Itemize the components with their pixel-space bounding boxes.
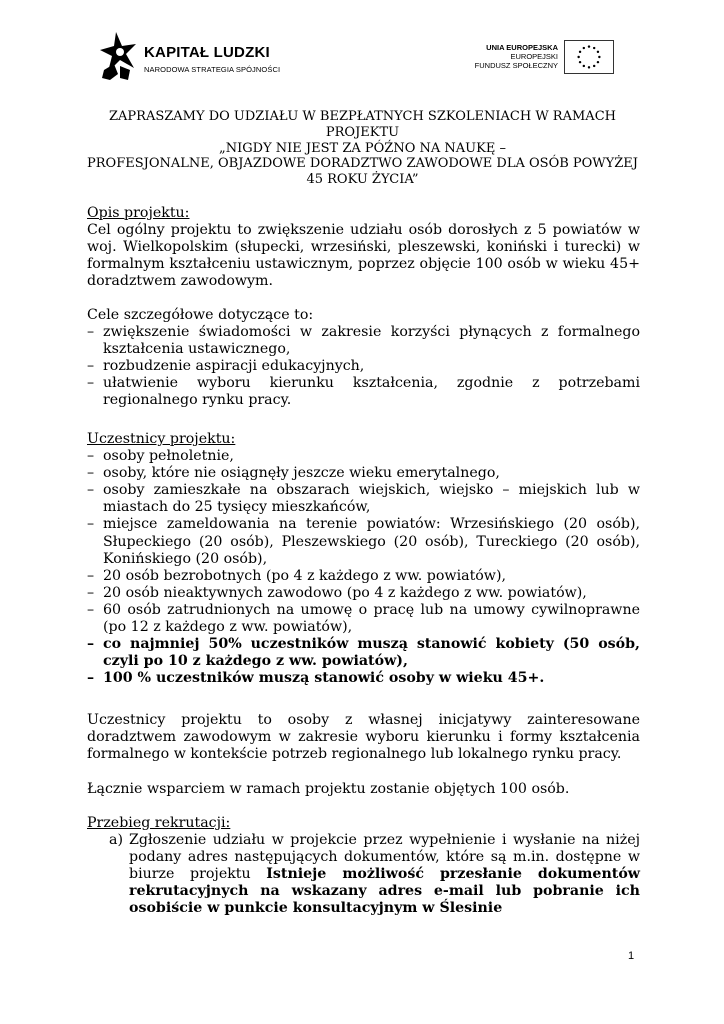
list-item: – 100 % uczestników muszą stanowić osoby w wieku 45+. [87, 670, 640, 687]
title-line-1: ZAPRASZAMY DO UDZIAŁU W BEZPŁATNYCH SZKOLENIACH W RAMACH PROJEKTU [109, 109, 616, 140]
kapital-ludzki-logo [98, 30, 288, 86]
page-number: 1 [628, 950, 635, 962]
list-marker: a) [109, 832, 123, 849]
title-line-3: PROFESJONALNE, OBJAZDOWE DORADZTWO ZAWODOWE DLA OSÓB POWYŻEJ 45 ROKU ŻYCIA” [87, 156, 638, 188]
kapital-ludzki-subtitle: NARODOWA STRATEGIA SPÓJNOŚCI [144, 65, 281, 74]
opis-section [87, 205, 640, 290]
eu-logo-line3: FUNDUSZ SPOŁECZNY [474, 61, 558, 71]
rekrutacja-heading: Przebieg rekrutacji: [87, 815, 231, 831]
list-item: – co najmniej 50% uczestników muszą stanowić kobiety (50 osób, czyli po 10 z każdego z ww. powiatów), [87, 636, 640, 670]
list-item [87, 832, 640, 917]
eu-logo-line1: UNIA EUROPEJSKA [486, 43, 558, 52]
eu-logo [468, 40, 614, 78]
inicjatywa-paragraph: Uczestnicy projektu to osoby z własnej inicjatywy zainteresowane doradztwem zawodowym w zakresie wyboru kierunku i formy kształcenia formalnego w kontekście potrzeb regionalnego lub lokalnego rynku pracy. [87, 712, 640, 763]
eu-logo-text [475, 43, 558, 71]
rekrutacja-section [87, 815, 640, 918]
cele-heading: Cele szczegółowe dotyczące to: [87, 307, 314, 323]
kapital-ludzki-star-icon [98, 30, 140, 82]
rekrutacja-item-text: Zgłoszenie udziału w projekcie przez wypełnienie i wysłanie na niżej podany adres następujących dokumentów, które są m.in. dostępne w biurze projektu [129, 832, 640, 883]
rekrutacja-item-bold: Istnieje możliwość przesłanie dokumentów rekrutacyjnych na wskazany adres e-mail lub pobranie ich osobiście w punkcie konsultacyjnym w Ślesinie [129, 866, 640, 917]
eu-logo-line2: EUROPEJSKI [510, 52, 558, 62]
opis-heading: Opis projektu: [87, 205, 190, 221]
cele-list [87, 324, 640, 409]
eu-flag-icon [564, 40, 614, 74]
title-line-2: „NIGDY NIE JEST ZA PÓŹNO NA NAUKĘ – [219, 140, 506, 156]
list-item: – ułatwienie wyboru kierunku kształcenia, zgodnie z potrzebami regionalnego rynku pracy. [87, 375, 640, 409]
list-item: – osoby zamieszkałe na obszarach wiejskich, wiejsko – miejskich lub w miastach do 25 tysięcy mieszkańców, [87, 482, 640, 516]
list-item: – rozbudzenie aspiracji edukacyjnych, [87, 358, 640, 375]
list-item: – zwiększenie świadomości w zakresie korzyści płynących z formalnego kształcenia ustawicznego, [87, 324, 640, 358]
uczestnicy-section [87, 431, 640, 687]
kapital-ludzki-title: KAPITAŁ LUDZKI [144, 44, 270, 61]
document-title [80, 109, 645, 188]
rekrutacja-list [87, 832, 640, 917]
list-item: – osoby pełnoletnie, [87, 448, 640, 465]
list-item: – 60 osób zatrudnionych na umowę o pracę lub na umowy cywilnoprawne (po 12 z każdego z ww. powiatów), [87, 602, 640, 636]
lacznie-paragraph: Łącznie wsparciem w ramach projektu zostanie objętych 100 osób. [87, 781, 570, 797]
uczestnicy-heading: Uczestnicy projektu: [87, 431, 236, 447]
cele-section [87, 307, 640, 410]
list-item: – miejsce zameldowania na terenie powiatów: Wrzesińskiego (20 osób), Słupeckiego (20 osób), Pleszewskiego (20 osób), Tureckiego (20 osób), Konińskiego (20 osób), [87, 516, 640, 567]
opis-text: Cel ogólny projektu to zwiększenie udziału osób dorosłych z 5 powiatów w woj. Wielkopolskim (słupecki, wrzesiński, pleszewski, koniński i turecki) w formalnym kształceniu ustawicznym, poprzez objęcie 100 osób w wieku 45+ doradztwem zawodowym. [87, 222, 640, 290]
uczestnicy-list [87, 448, 640, 687]
list-item: – osoby, które nie osiągnęły jeszcze wieku emerytalnego, [87, 465, 640, 482]
list-item: – 20 osób nieaktywnych zawodowo (po 4 z każdego z ww. powiatów), [87, 585, 640, 602]
list-item: – 20 osób bezrobotnych (po 4 z każdego z ww. powiatów), [87, 568, 640, 585]
